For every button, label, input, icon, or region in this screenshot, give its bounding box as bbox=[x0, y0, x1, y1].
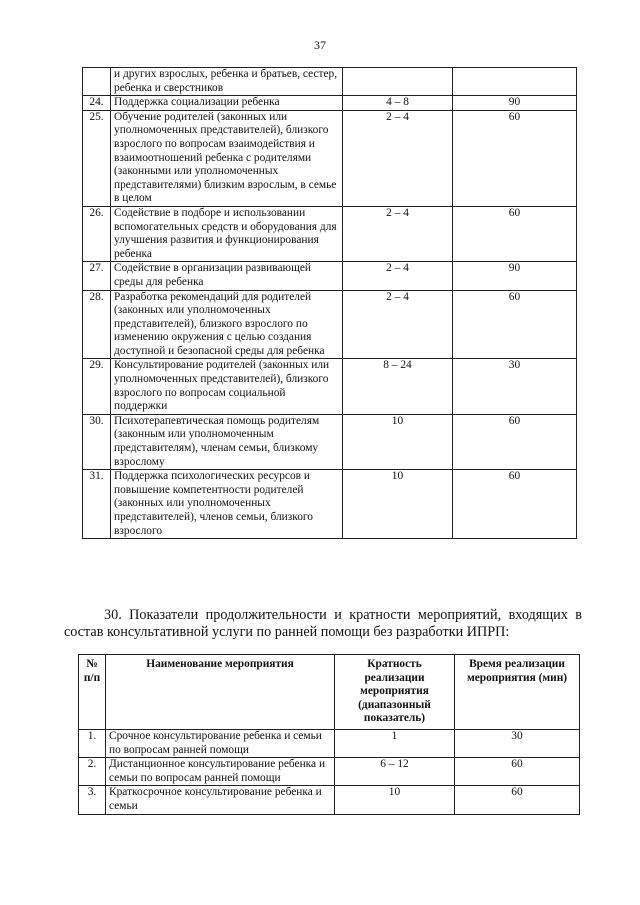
activity-name: Содействие в организации развивающей среды для ребенка bbox=[111, 262, 343, 290]
activity-name: Срочное консультирование ребенка и семьи по вопросам ранней помощи bbox=[106, 729, 335, 757]
table-row bbox=[83, 206, 577, 261]
table-row bbox=[79, 758, 580, 786]
duration-value bbox=[453, 68, 577, 96]
row-number: 2. bbox=[79, 758, 106, 786]
activity-name: Краткосрочное консультирование ребенка и семьи bbox=[106, 786, 335, 814]
duration-value: 60 bbox=[453, 206, 577, 261]
table-row bbox=[83, 262, 577, 290]
frequency-value: 2 – 4 bbox=[343, 206, 453, 261]
row-number: 28. bbox=[83, 290, 111, 359]
frequency-value: 2 – 4 bbox=[343, 110, 453, 206]
activity-name: Консультирование родителей (законных или уполномоченных представителей), близкого взрослого по вопросам социальной поддержки bbox=[111, 359, 343, 414]
frequency-value: 4 – 8 bbox=[343, 96, 453, 111]
row-number: 27. bbox=[83, 262, 111, 290]
activity-name: и других взрослых, ребенка и братьев, сестер, ребенка и сверстников bbox=[111, 68, 343, 96]
row-number: 24. bbox=[83, 96, 111, 111]
duration-value: 30 bbox=[455, 729, 580, 757]
table-row bbox=[79, 729, 580, 757]
activity-name: Поддержка психологических ресурсов и повышение компетентности родителей (законных или уполномоченных представителей), членов семьи, близкого взрослого bbox=[111, 470, 343, 539]
duration-value: 60 bbox=[453, 290, 577, 359]
header-frequency: Кратность реализации мероприятия (диапазонный показатель) bbox=[335, 655, 455, 730]
table-row bbox=[83, 110, 577, 206]
activity-name: Содействие в подборе и использовании вспомогательных средств и оборудования для улучшения развития и функционирования ребенка bbox=[111, 206, 343, 261]
frequency-value: 6 – 12 bbox=[335, 758, 455, 786]
consultative-service-table bbox=[78, 654, 580, 815]
duration-value: 90 bbox=[453, 96, 577, 111]
table-row bbox=[83, 470, 577, 539]
duration-value: 60 bbox=[453, 414, 577, 469]
activities-table-continued bbox=[82, 67, 577, 539]
frequency-value: 10 bbox=[343, 470, 453, 539]
row-number: 1. bbox=[79, 729, 106, 757]
frequency-value: 8 – 24 bbox=[343, 359, 453, 414]
duration-value: 60 bbox=[453, 470, 577, 539]
table-row bbox=[83, 359, 577, 414]
table-row bbox=[83, 414, 577, 469]
frequency-value: 10 bbox=[335, 786, 455, 814]
frequency-value: 2 – 4 bbox=[343, 262, 453, 290]
duration-value: 60 bbox=[453, 110, 577, 206]
table-header-row bbox=[79, 655, 580, 730]
frequency-value: 2 – 4 bbox=[343, 290, 453, 359]
frequency-value bbox=[343, 68, 453, 96]
header-duration: Время реализации мероприятия (мин) bbox=[455, 655, 580, 730]
table-row bbox=[83, 68, 577, 96]
activity-name: Обучение родителей (законных или уполномоченных представителей), близкого взрослого по вопросам взаимодействия и взаимоотношений ребенка с родителями (законными или уполномоченных представителями) близким взрослым, в семье в целом bbox=[111, 110, 343, 206]
table-row bbox=[83, 96, 577, 111]
row-number: 26. bbox=[83, 206, 111, 261]
duration-value: 60 bbox=[455, 758, 580, 786]
row-number: 25. bbox=[83, 110, 111, 206]
activity-name: Дистанционное консультирование ребенка и семьи по вопросам ранней помощи bbox=[106, 758, 335, 786]
activity-name: Психотерапевтическая помощь родителям (законным или уполномоченным представителям), членам семьи, близкому взрослому bbox=[111, 414, 343, 469]
row-number: 31. bbox=[83, 470, 111, 539]
table-row bbox=[83, 290, 577, 359]
section-heading: 30. Показатели продолжительности и кратности мероприятий, входящих в состав консультативной услуги по ранней помощи без разработки ИПРП: bbox=[64, 607, 582, 640]
header-activity-name: Наименование мероприятия bbox=[106, 655, 335, 730]
row-number: 3. bbox=[79, 786, 106, 814]
frequency-value: 10 bbox=[343, 414, 453, 469]
frequency-value: 1 bbox=[335, 729, 455, 757]
duration-value: 60 bbox=[455, 786, 580, 814]
row-number: 29. bbox=[83, 359, 111, 414]
duration-value: 30 bbox=[453, 359, 577, 414]
duration-value: 90 bbox=[453, 262, 577, 290]
row-number: 30. bbox=[83, 414, 111, 469]
row-number bbox=[83, 68, 111, 96]
page-number: 37 bbox=[314, 38, 326, 52]
activity-name: Разработка рекомендаций для родителей (законных или уполномоченных представителей), близкого взрослого по изменению окружения с целью создания доступной и безопасной среды для ребенка bbox=[111, 290, 343, 359]
activity-name: Поддержка социализации ребенка bbox=[111, 96, 343, 111]
header-number: № п/п bbox=[79, 655, 106, 730]
table-row bbox=[79, 786, 580, 814]
